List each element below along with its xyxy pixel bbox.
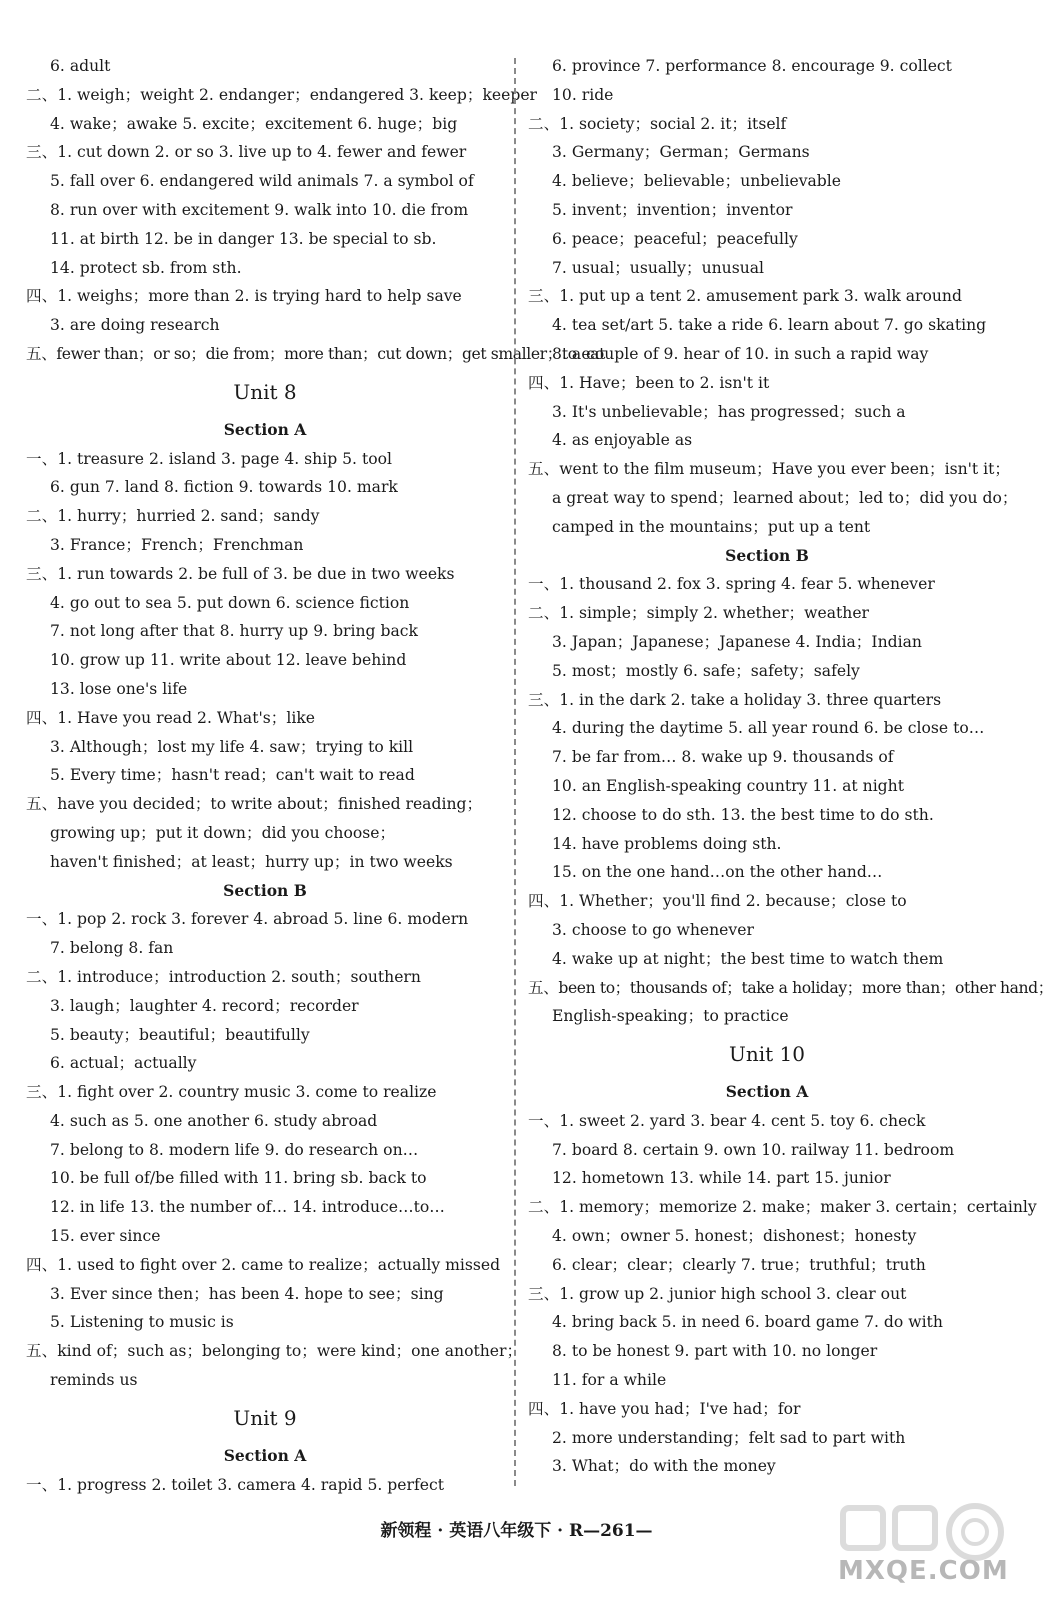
- answer-line: 11. for a while: [552, 1371, 667, 1390]
- answer-line: 4. bring back 5. in need 6. board game 7. do with: [552, 1313, 943, 1332]
- answer-line: 4. wake；awake 5. excite；excitement 6. huge；big: [50, 114, 458, 133]
- answer-line: 三、1. grow up 2. junior high school 3. clear out: [528, 1284, 907, 1303]
- answer-line: 四、1. Have you read 2. What's；like: [26, 708, 316, 727]
- answer-line: 二、1. simple；simply 2. whether；weather: [528, 604, 870, 623]
- answer-line: 3. choose to go whenever: [552, 920, 754, 939]
- answer-line: 一、1. treasure 2. island 3. page 4. ship 5. tool: [26, 449, 392, 468]
- answer-line: 3. are doing research: [50, 316, 220, 335]
- answer-line: 6. actual；actually: [50, 1054, 197, 1073]
- answer-line: 14. have problems doing sth.: [552, 834, 782, 853]
- answer-line: 四、1. have you had；I've had；for: [528, 1399, 801, 1418]
- answer-line: 三、1. put up a tent 2. amusement park 3. walk around: [528, 287, 962, 306]
- answer-line: 三、1. run towards 2. be full of 3. be due in two weeks: [26, 564, 455, 583]
- answer-line: 6. gun 7. land 8. fiction 9. towards 10. mark: [50, 478, 398, 497]
- answer-line: 3. Although；lost my life 4. saw；trying to kill: [50, 737, 414, 756]
- section-heading: Section B: [725, 545, 809, 565]
- answer-line: 10. be full of/be filled with 11. bring sb. back to: [50, 1169, 427, 1188]
- answer-line: haven't finished；at least；hurry up；in two weeks: [50, 852, 453, 871]
- answer-line: 4. own；owner 5. honest；dishonest；honesty: [552, 1227, 917, 1246]
- answer-line: 二、1. hurry；hurried 2. sand；sandy: [26, 507, 320, 526]
- answer-line: 12. in life 13. the number of… 14. introduce…to…: [50, 1198, 445, 1217]
- answer-line: 6. province 7. performance 8. encourage 9. collect: [552, 57, 952, 75]
- column-divider: [514, 58, 516, 1486]
- unit-heading: Unit 9: [233, 1405, 297, 1430]
- answer-line: 二、1. introduce；introduction 2. south；southern: [26, 967, 421, 986]
- section-heading: Section A: [725, 1082, 809, 1102]
- answer-line: 7. usual；usually；unusual: [552, 258, 765, 277]
- answer-line: 二、1. memory；memorize 2. make；maker 3. certain；certainly: [528, 1198, 1037, 1217]
- answer-line: 五、been to；thousands of；take a holiday；more than；other hand；: [528, 978, 1053, 997]
- answer-line: 3. laugh；laughter 4. record；recorder: [50, 996, 359, 1015]
- answer-line: 5. Every time；hasn't read；can't wait to read: [50, 766, 415, 785]
- answer-line: 一、1. progress 2. toilet 3. camera 4. rapid 5. perfect: [26, 1475, 444, 1494]
- section-heading: Section B: [223, 880, 307, 900]
- answer-line: 7. board 8. certain 9. own 10. railway 11. bedroom: [552, 1140, 955, 1159]
- answer-line: 5. invent；invention；inventor: [552, 200, 793, 219]
- answer-line: 10. grow up 11. write about 12. leave behind: [50, 651, 407, 670]
- answer-line: 5. most；mostly 6. safe；safety；safely: [552, 661, 860, 680]
- answer-line: 一、1. thousand 2. fox 3. spring 4. fear 5. whenever: [528, 575, 935, 594]
- answer-line: 5. fall over 6. endangered wild animals 7. a symbol of: [50, 172, 474, 191]
- answer-line: 13. lose one's life: [50, 679, 188, 698]
- answer-line: 4. wake up at night；the best time to watch them: [552, 949, 944, 968]
- answer-line: 三、1. in the dark 2. take a holiday 3. three quarters: [528, 690, 942, 709]
- page-footer: 新领程 · 英语八年级下 · R—261—: [380, 1521, 653, 1541]
- answer-line: 10. an English-speaking country 11. at night: [552, 776, 904, 795]
- answer-line: 四、1. weighs；more than 2. is trying hard to help save: [26, 287, 462, 306]
- answer-line: 三、1. fight over 2. country music 3. come to realize: [26, 1083, 437, 1102]
- section-heading: Section A: [223, 419, 307, 439]
- answer-line: 4. during the daytime 5. all year round 6. be close to…: [552, 719, 985, 738]
- answer-line: 五、went to the film museum；Have you ever been；isn't it；: [528, 460, 1010, 479]
- answer-line: 4. go out to sea 5. put down 6. science fiction: [50, 593, 410, 612]
- unit-heading: Unit 8: [233, 379, 297, 404]
- answer-line: 6. peace；peaceful；peacefully: [552, 229, 798, 248]
- answer-line: 5. Listening to music is: [50, 1313, 234, 1332]
- answer-line: 四、1. used to fight over 2. came to realize；actually missed: [26, 1255, 501, 1274]
- answer-line: 一、1. sweet 2. yard 3. bear 4. cent 5. toy 6. check: [528, 1111, 926, 1130]
- answer-line: 12. hometown 13. while 14. part 15. junior: [552, 1169, 891, 1188]
- watermark-text: MXQE.COM: [838, 1556, 1009, 1586]
- answer-line: 8. a couple of 9. hear of 10. in such a rapid way: [552, 344, 929, 363]
- answer-line: 8. to be honest 9. part with 10. no longer: [552, 1342, 878, 1361]
- answer-line: 11. at birth 12. be in danger 13. be special to sb.: [50, 229, 437, 248]
- section-heading: Section A: [223, 1445, 307, 1465]
- answer-line: a great way to spend；learned about；led to；did you do；: [552, 488, 1018, 507]
- answer-line: 3. Ever since then；has been 4. hope to see；sing: [50, 1284, 444, 1303]
- answer-line: 2. more understanding；felt sad to part with: [552, 1428, 906, 1447]
- answer-line: reminds us: [50, 1371, 138, 1390]
- answer-line: 10. ride: [552, 85, 614, 104]
- answer-line: 一、1. pop 2. rock 3. forever 4. abroad 5. line 6. modern: [26, 910, 469, 929]
- answer-line: 五、have you decided；to write about；finished reading；: [26, 795, 483, 814]
- answer-line: 3. Germany；German；Germans: [552, 143, 810, 162]
- answer-line: 7. be far from… 8. wake up 9. thousands of: [552, 748, 894, 767]
- answer-line: 7. belong 8. fan: [50, 939, 174, 958]
- right-column: [528, 52, 1053, 1481]
- answer-line: 四、1. Whether；you'll find 2. because；close to: [528, 892, 907, 911]
- answer-line: 3. France；French；Frenchman: [50, 535, 304, 554]
- answer-line: 15. on the one hand…on the other hand…: [552, 863, 883, 882]
- answer-line: 五、fewer than；or so；die from；more than；cut down；get smaller；to eat: [26, 344, 605, 363]
- answer-line: 14. protect sb. from sth.: [50, 258, 242, 277]
- answer-line: 三、1. cut down 2. or so 3. live up to 4. fewer and fewer: [26, 143, 467, 162]
- answer-line: 3. Japan；Japanese；Japanese 4. India；Indian: [552, 632, 922, 651]
- unit-heading: Unit 10: [729, 1042, 805, 1067]
- answer-line: 3. What；do with the money: [552, 1457, 776, 1476]
- answer-line: 4. tea set/art 5. take a ride 6. learn about 7. go skating: [552, 316, 987, 335]
- answer-line: 12. choose to do sth. 13. the best time to do sth.: [552, 805, 934, 824]
- answer-line: 3. It's unbelievable；has progressed；such a: [552, 402, 906, 421]
- answer-line: 6. clear；clear；clearly 7. true；truthful；truth: [552, 1255, 926, 1274]
- answer-line: 五、kind of；such as；belonging to；were kind；one another；: [26, 1342, 523, 1361]
- answer-line: 4. such as 5. one another 6. study abroad: [50, 1111, 378, 1130]
- answer-line: 二、1. weigh；weight 2. endanger；endangered 3. keep；keeper: [26, 85, 538, 104]
- answer-line: 四、1. Have；been to 2. isn't it: [528, 373, 770, 392]
- answer-line: 8. run over with excitement 9. walk into 10. die from: [50, 200, 469, 219]
- answer-line: 5. beauty；beautiful；beautifully: [50, 1025, 310, 1044]
- answer-line: 6. adult: [50, 57, 111, 75]
- answer-line: 4. as enjoyable as: [552, 431, 693, 450]
- answer-line: 7. belong to 8. modern life 9. do research on…: [50, 1140, 419, 1159]
- answer-line: 4. believe；believable；unbelievable: [552, 172, 841, 191]
- answer-line: 二、1. society；social 2. it；itself: [528, 114, 787, 133]
- answer-line: camped in the mountains；put up a tent: [552, 517, 871, 536]
- answer-line: growing up；put it down；did you choose；: [50, 823, 396, 842]
- answer-line: 7. not long after that 8. hurry up 9. bring back: [50, 622, 418, 641]
- answer-line: 15. ever since: [50, 1227, 161, 1246]
- answer-line: English-speaking；to practice: [552, 1007, 789, 1026]
